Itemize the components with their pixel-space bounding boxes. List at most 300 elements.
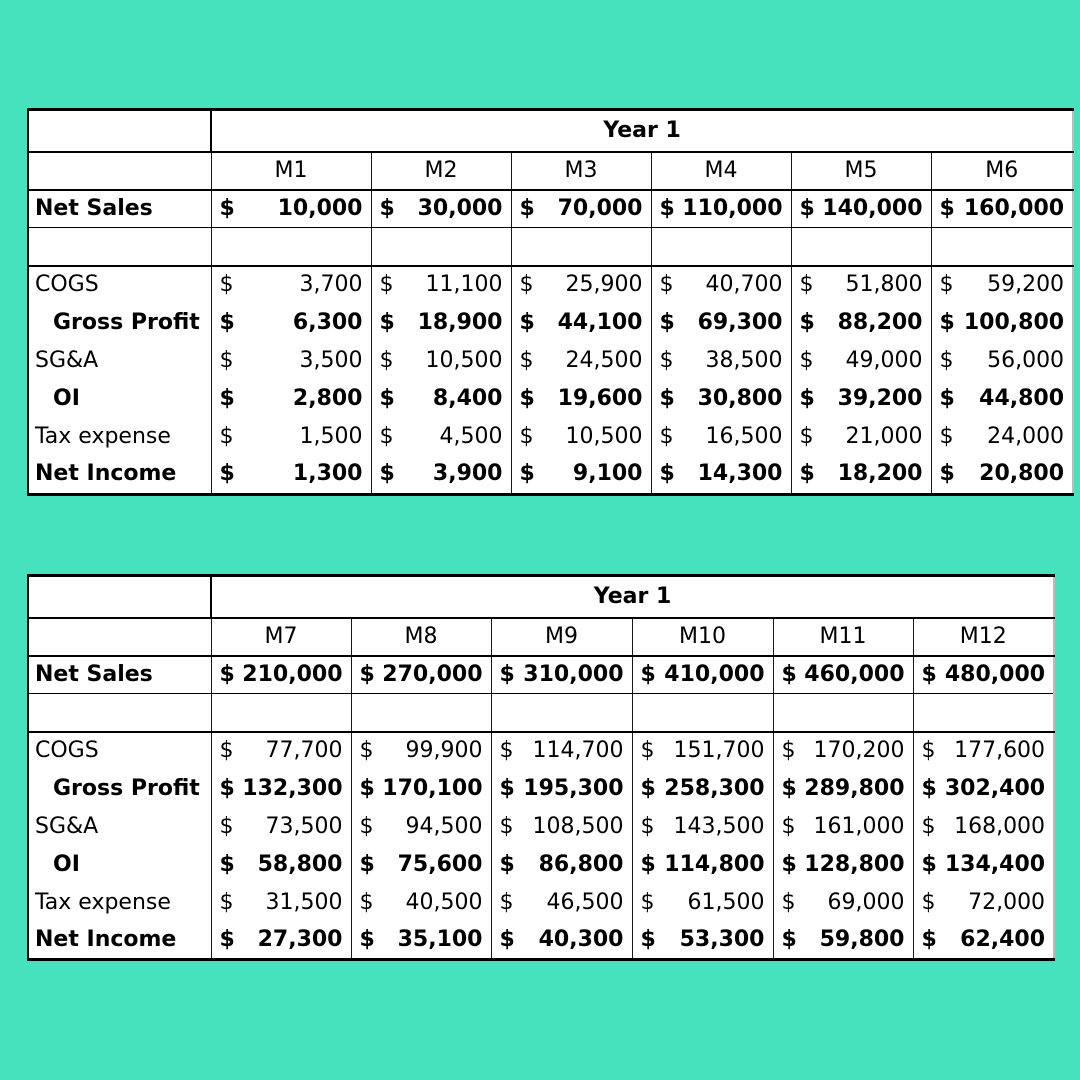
currency-symbol: $ bbox=[921, 775, 937, 801]
amount: 24,000 bbox=[987, 423, 1065, 449]
income-statement-table-year1-m7-m12 bbox=[27, 574, 1055, 961]
value-cell bbox=[211, 418, 371, 456]
amount: 59,200 bbox=[987, 272, 1065, 297]
value-cell bbox=[632, 846, 773, 884]
amount: 132,300 bbox=[242, 775, 343, 801]
value-cell bbox=[651, 418, 791, 456]
currency-symbol: $ bbox=[219, 423, 234, 449]
value-cell bbox=[773, 656, 913, 694]
table-row-tax-expense bbox=[28, 418, 1073, 456]
amount: 61,500 bbox=[687, 889, 765, 915]
currency-symbol: $ bbox=[799, 347, 814, 373]
currency-symbol: $ bbox=[219, 775, 235, 801]
currency-symbol: $ bbox=[219, 309, 235, 335]
month-header: M8 bbox=[351, 618, 491, 656]
amount: 86,800 bbox=[538, 851, 624, 877]
amount: 9,100 bbox=[572, 461, 643, 487]
amount: 94,500 bbox=[405, 813, 483, 839]
currency-symbol: $ bbox=[519, 195, 535, 221]
amount: 3,900 bbox=[432, 461, 503, 487]
row-label: OI bbox=[28, 380, 211, 418]
currency-symbol: $ bbox=[781, 851, 797, 877]
value-cell bbox=[931, 190, 1073, 228]
amount: 69,000 bbox=[827, 889, 905, 915]
table-row-oi bbox=[28, 380, 1073, 418]
currency-symbol: $ bbox=[799, 309, 815, 335]
value-cell bbox=[791, 380, 931, 418]
value-cell bbox=[211, 656, 351, 694]
currency-symbol: $ bbox=[799, 272, 814, 297]
amount: 56,000 bbox=[987, 347, 1065, 373]
currency-symbol: $ bbox=[799, 461, 815, 487]
empty-cell bbox=[28, 694, 211, 732]
currency-symbol: $ bbox=[359, 813, 374, 839]
amount: 27,300 bbox=[257, 926, 343, 952]
amount: 35,100 bbox=[397, 926, 483, 952]
table-row-net-sales bbox=[28, 656, 1054, 694]
corner-cell bbox=[28, 110, 211, 152]
value-cell bbox=[351, 656, 491, 694]
amount: 1,300 bbox=[292, 461, 363, 487]
corner-cell bbox=[28, 576, 211, 618]
value-cell bbox=[651, 190, 791, 228]
amount: 289,800 bbox=[804, 775, 905, 801]
currency-symbol: $ bbox=[799, 195, 815, 221]
amount: 143,500 bbox=[673, 813, 765, 839]
currency-symbol: $ bbox=[640, 926, 656, 952]
amount: 270,000 bbox=[382, 661, 483, 687]
empty-cell bbox=[913, 694, 1054, 732]
value-cell bbox=[913, 846, 1054, 884]
amount: 4,500 bbox=[439, 423, 503, 449]
currency-symbol: $ bbox=[219, 461, 235, 487]
empty-cell bbox=[211, 228, 371, 266]
amount: 140,000 bbox=[822, 195, 923, 221]
currency-symbol: $ bbox=[939, 272, 954, 297]
value-cell bbox=[773, 922, 913, 960]
row-label: Tax expense bbox=[28, 418, 211, 456]
amount: 30,000 bbox=[417, 195, 503, 221]
table-row-cogs bbox=[28, 732, 1054, 770]
currency-symbol: $ bbox=[499, 851, 515, 877]
currency-symbol: $ bbox=[219, 926, 235, 952]
currency-symbol: $ bbox=[939, 423, 954, 449]
table-row-net-income bbox=[28, 922, 1054, 960]
table-row-oi bbox=[28, 846, 1054, 884]
amount: 70,000 bbox=[557, 195, 643, 221]
table-row-gross-profit bbox=[28, 304, 1073, 342]
currency-symbol: $ bbox=[939, 309, 955, 335]
currency-symbol: $ bbox=[219, 272, 234, 297]
empty-cell bbox=[511, 228, 651, 266]
row-label: Tax expense bbox=[28, 884, 211, 922]
amount: 110,000 bbox=[682, 195, 783, 221]
spacer-row bbox=[28, 228, 1073, 266]
month-header: M9 bbox=[491, 618, 632, 656]
row-label: Net Sales bbox=[28, 190, 211, 228]
currency-symbol: $ bbox=[640, 661, 656, 687]
amount: 195,300 bbox=[523, 775, 624, 801]
amount: 114,800 bbox=[664, 851, 765, 877]
amount: 44,800 bbox=[979, 385, 1065, 411]
value-cell bbox=[931, 266, 1073, 304]
month-header: M1 bbox=[211, 152, 371, 190]
currency-symbol: $ bbox=[939, 385, 955, 411]
currency-symbol: $ bbox=[659, 309, 675, 335]
value-cell bbox=[511, 380, 651, 418]
currency-symbol: $ bbox=[781, 889, 796, 915]
value-cell bbox=[773, 846, 913, 884]
value-cell bbox=[511, 266, 651, 304]
value-cell bbox=[511, 418, 651, 456]
amount: 6,300 bbox=[292, 309, 363, 335]
value-cell bbox=[371, 380, 511, 418]
amount: 75,600 bbox=[397, 851, 483, 877]
amount: 1,500 bbox=[299, 423, 363, 449]
amount: 72,000 bbox=[968, 889, 1046, 915]
amount: 310,000 bbox=[523, 661, 624, 687]
amount: 44,100 bbox=[557, 309, 643, 335]
income-statement-table-year1-m1-m6 bbox=[27, 108, 1074, 496]
value-cell bbox=[351, 808, 491, 846]
spacer-row bbox=[28, 694, 1054, 732]
empty-cell bbox=[491, 694, 632, 732]
currency-symbol: $ bbox=[921, 889, 936, 915]
amount: 25,900 bbox=[565, 272, 643, 297]
value-cell bbox=[773, 884, 913, 922]
amount: 3,700 bbox=[299, 272, 363, 297]
month-header: M12 bbox=[913, 618, 1054, 656]
amount: 51,800 bbox=[845, 272, 923, 297]
table-row-net-income bbox=[28, 456, 1073, 495]
currency-symbol: $ bbox=[219, 385, 235, 411]
value-cell bbox=[491, 808, 632, 846]
corner-cell bbox=[28, 618, 211, 656]
currency-symbol: $ bbox=[359, 738, 374, 763]
amount: 20,800 bbox=[979, 461, 1065, 487]
currency-symbol: $ bbox=[219, 347, 234, 373]
amount: 40,700 bbox=[705, 272, 783, 297]
value-cell bbox=[632, 808, 773, 846]
currency-symbol: $ bbox=[659, 347, 674, 373]
value-cell bbox=[211, 884, 351, 922]
empty-cell bbox=[28, 228, 211, 266]
currency-symbol: $ bbox=[379, 461, 395, 487]
currency-symbol: $ bbox=[640, 851, 656, 877]
currency-symbol: $ bbox=[659, 461, 675, 487]
value-cell bbox=[211, 266, 371, 304]
currency-symbol: $ bbox=[921, 661, 937, 687]
currency-symbol: $ bbox=[640, 889, 655, 915]
amount: 10,000 bbox=[277, 195, 363, 221]
value-cell bbox=[211, 846, 351, 884]
currency-symbol: $ bbox=[939, 195, 955, 221]
value-cell bbox=[791, 456, 931, 495]
value-cell bbox=[791, 342, 931, 380]
empty-cell bbox=[773, 694, 913, 732]
currency-symbol: $ bbox=[219, 851, 235, 877]
empty-cell bbox=[351, 694, 491, 732]
amount: 24,500 bbox=[565, 347, 643, 373]
currency-symbol: $ bbox=[499, 889, 514, 915]
currency-symbol: $ bbox=[499, 661, 515, 687]
month-header: M2 bbox=[371, 152, 511, 190]
amount: 69,300 bbox=[697, 309, 783, 335]
currency-symbol: $ bbox=[640, 775, 656, 801]
amount: 302,400 bbox=[944, 775, 1046, 801]
currency-symbol: $ bbox=[359, 889, 374, 915]
value-cell bbox=[491, 656, 632, 694]
value-cell bbox=[913, 808, 1054, 846]
value-cell bbox=[511, 456, 651, 495]
currency-symbol: $ bbox=[939, 347, 954, 373]
currency-symbol: $ bbox=[359, 926, 375, 952]
value-cell bbox=[632, 922, 773, 960]
value-cell bbox=[773, 770, 913, 808]
value-cell bbox=[773, 732, 913, 770]
amount: 59,800 bbox=[819, 926, 905, 952]
value-cell bbox=[491, 884, 632, 922]
row-label: COGS bbox=[28, 732, 211, 770]
amount: 77,700 bbox=[265, 738, 343, 763]
empty-cell bbox=[651, 228, 791, 266]
currency-symbol: $ bbox=[640, 738, 655, 763]
currency-symbol: $ bbox=[519, 423, 534, 449]
value-cell bbox=[351, 732, 491, 770]
currency-symbol: $ bbox=[799, 385, 815, 411]
value-cell bbox=[931, 304, 1073, 342]
value-cell bbox=[211, 456, 371, 495]
month-header: M11 bbox=[773, 618, 913, 656]
currency-symbol: $ bbox=[499, 813, 514, 839]
currency-symbol: $ bbox=[781, 661, 797, 687]
value-cell bbox=[931, 342, 1073, 380]
value-cell bbox=[791, 190, 931, 228]
corner-cell bbox=[28, 152, 211, 190]
amount: 161,000 bbox=[813, 813, 905, 839]
value-cell bbox=[211, 808, 351, 846]
value-cell bbox=[491, 770, 632, 808]
amount: 128,800 bbox=[804, 851, 905, 877]
amount: 10,500 bbox=[565, 423, 643, 449]
value-cell bbox=[371, 342, 511, 380]
row-label: Net Income bbox=[28, 456, 211, 495]
amount: 410,000 bbox=[664, 661, 765, 687]
value-cell bbox=[632, 770, 773, 808]
amount: 73,500 bbox=[265, 813, 343, 839]
value-cell bbox=[651, 456, 791, 495]
empty-cell bbox=[632, 694, 773, 732]
empty-cell bbox=[931, 228, 1073, 266]
currency-symbol: $ bbox=[519, 272, 534, 297]
row-label: Gross Profit bbox=[28, 770, 211, 808]
amount: 49,000 bbox=[845, 347, 923, 373]
table-row-cogs bbox=[28, 266, 1073, 304]
value-cell bbox=[351, 884, 491, 922]
currency-symbol: $ bbox=[921, 851, 937, 877]
value-cell bbox=[211, 380, 371, 418]
value-cell bbox=[651, 266, 791, 304]
value-cell bbox=[211, 304, 371, 342]
currency-symbol: $ bbox=[379, 385, 395, 411]
currency-symbol: $ bbox=[659, 272, 674, 297]
value-cell bbox=[913, 732, 1054, 770]
currency-symbol: $ bbox=[379, 195, 395, 221]
value-cell bbox=[913, 770, 1054, 808]
table-row-sga bbox=[28, 342, 1073, 380]
value-cell bbox=[651, 380, 791, 418]
amount: 39,200 bbox=[837, 385, 923, 411]
amount: 18,900 bbox=[417, 309, 503, 335]
year-header: Year 1 bbox=[211, 110, 1073, 152]
amount: 170,200 bbox=[813, 738, 905, 763]
amount: 151,700 bbox=[673, 738, 765, 763]
value-cell bbox=[913, 884, 1054, 922]
currency-symbol: $ bbox=[519, 347, 534, 373]
amount: 30,800 bbox=[697, 385, 783, 411]
currency-symbol: $ bbox=[219, 738, 234, 763]
amount: 21,000 bbox=[845, 423, 923, 449]
month-header: M4 bbox=[651, 152, 791, 190]
value-cell bbox=[632, 884, 773, 922]
month-header: M7 bbox=[211, 618, 351, 656]
empty-cell bbox=[211, 694, 351, 732]
amount: 14,300 bbox=[697, 461, 783, 487]
value-cell bbox=[491, 846, 632, 884]
value-cell bbox=[491, 922, 632, 960]
currency-symbol: $ bbox=[659, 423, 674, 449]
value-cell bbox=[632, 732, 773, 770]
value-cell bbox=[791, 266, 931, 304]
value-cell bbox=[371, 456, 511, 495]
amount: 18,200 bbox=[837, 461, 923, 487]
value-cell bbox=[211, 190, 371, 228]
currency-symbol: $ bbox=[219, 889, 234, 915]
currency-symbol: $ bbox=[379, 347, 394, 373]
currency-symbol: $ bbox=[219, 661, 235, 687]
amount: 3,500 bbox=[299, 347, 363, 373]
amount: 100,800 bbox=[963, 309, 1065, 335]
currency-symbol: $ bbox=[640, 813, 655, 839]
currency-symbol: $ bbox=[359, 851, 375, 877]
currency-symbol: $ bbox=[379, 423, 394, 449]
amount: 40,300 bbox=[538, 926, 624, 952]
amount: 134,400 bbox=[944, 851, 1046, 877]
currency-symbol: $ bbox=[359, 661, 375, 687]
value-cell bbox=[371, 304, 511, 342]
amount: 258,300 bbox=[664, 775, 765, 801]
value-cell bbox=[351, 922, 491, 960]
currency-symbol: $ bbox=[659, 195, 675, 221]
amount: 16,500 bbox=[705, 423, 783, 449]
value-cell bbox=[351, 846, 491, 884]
amount: 160,000 bbox=[963, 195, 1065, 221]
currency-symbol: $ bbox=[659, 385, 675, 411]
amount: 31,500 bbox=[265, 889, 343, 915]
value-cell bbox=[632, 656, 773, 694]
currency-symbol: $ bbox=[519, 385, 535, 411]
empty-cell bbox=[791, 228, 931, 266]
value-cell bbox=[913, 922, 1054, 960]
amount: 62,400 bbox=[960, 926, 1046, 952]
month-header: M5 bbox=[791, 152, 931, 190]
value-cell bbox=[211, 770, 351, 808]
empty-cell bbox=[371, 228, 511, 266]
table-row-sga bbox=[28, 808, 1054, 846]
value-cell bbox=[371, 266, 511, 304]
month-header: M6 bbox=[931, 152, 1073, 190]
currency-symbol: $ bbox=[519, 309, 535, 335]
table-row-gross-profit bbox=[28, 770, 1054, 808]
amount: 10,500 bbox=[425, 347, 503, 373]
value-cell bbox=[773, 808, 913, 846]
amount: 460,000 bbox=[804, 661, 905, 687]
currency-symbol: $ bbox=[519, 461, 535, 487]
month-header: M10 bbox=[632, 618, 773, 656]
amount: 177,600 bbox=[954, 738, 1046, 763]
currency-symbol: $ bbox=[939, 461, 955, 487]
value-cell bbox=[511, 190, 651, 228]
row-label: SG&A bbox=[28, 808, 211, 846]
value-cell bbox=[491, 732, 632, 770]
amount: 2,800 bbox=[292, 385, 363, 411]
currency-symbol: $ bbox=[499, 775, 515, 801]
row-label: Net Sales bbox=[28, 656, 211, 694]
value-cell bbox=[511, 304, 651, 342]
value-cell bbox=[931, 380, 1073, 418]
value-cell bbox=[931, 456, 1073, 495]
value-cell bbox=[511, 342, 651, 380]
currency-symbol: $ bbox=[499, 738, 514, 763]
value-cell bbox=[371, 418, 511, 456]
amount: 480,000 bbox=[944, 661, 1046, 687]
row-label: Gross Profit bbox=[28, 304, 211, 342]
value-cell bbox=[651, 342, 791, 380]
amount: 170,100 bbox=[382, 775, 483, 801]
value-cell bbox=[211, 922, 351, 960]
currency-symbol: $ bbox=[921, 926, 937, 952]
currency-symbol: $ bbox=[799, 423, 814, 449]
amount: 108,500 bbox=[532, 813, 624, 839]
amount: 38,500 bbox=[705, 347, 783, 373]
amount: 99,900 bbox=[405, 738, 483, 763]
currency-symbol: $ bbox=[219, 813, 234, 839]
currency-symbol: $ bbox=[781, 738, 796, 763]
row-label: Net Income bbox=[28, 922, 211, 960]
currency-symbol: $ bbox=[781, 926, 797, 952]
amount: 53,300 bbox=[679, 926, 765, 952]
amount: 58,800 bbox=[257, 851, 343, 877]
month-header: M3 bbox=[511, 152, 651, 190]
value-cell bbox=[211, 342, 371, 380]
amount: 11,100 bbox=[425, 272, 503, 297]
row-label: COGS bbox=[28, 266, 211, 304]
amount: 40,500 bbox=[405, 889, 483, 915]
currency-symbol: $ bbox=[359, 775, 375, 801]
amount: 168,000 bbox=[954, 813, 1046, 839]
year-header: Year 1 bbox=[211, 576, 1054, 618]
amount: 8,400 bbox=[432, 385, 503, 411]
value-cell bbox=[913, 656, 1054, 694]
table-row-net-sales bbox=[28, 190, 1073, 228]
currency-symbol: $ bbox=[781, 813, 796, 839]
row-label: SG&A bbox=[28, 342, 211, 380]
currency-symbol: $ bbox=[219, 195, 235, 221]
currency-symbol: $ bbox=[921, 738, 936, 763]
amount: 114,700 bbox=[532, 738, 624, 763]
amount: 19,600 bbox=[557, 385, 643, 411]
currency-symbol: $ bbox=[379, 309, 395, 335]
